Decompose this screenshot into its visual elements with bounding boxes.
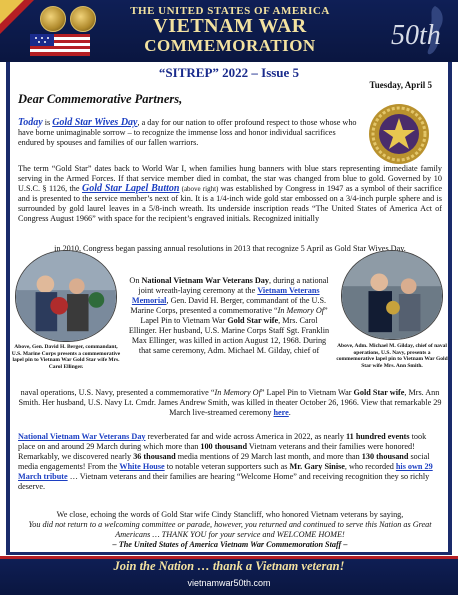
ceremony-paragraph-continued: naval operations, U.S. Navy, presented a commemorative “In Memory Of” Lapel Pin to Vietnam War Gold Star wife, Mrs. Ann Smith. Her husband, U.S. Navy Lt. Cmdr. James Andrew Smith, was killed in theater October 26, 1966. View that remarkable 29 March live-streamed ceremony here.	[18, 388, 442, 417]
header-country: THE UNITED STATES OF AMERICA	[130, 5, 330, 17]
fiftieth-emblem-icon	[385, 2, 455, 60]
closing-intro: We close, echoing the words of Gold Star wife Cindy Stancliff, who honored Vietnam veterans by saying,	[56, 510, 404, 519]
footer-website-link[interactable]: vietnamwar50th.com	[187, 578, 271, 588]
intro-paragraph: Today is Gold Star Wives Day, a day for our nation to offer profound respect to those whose who have borne unimaginable sorrow – to recognize the immense loss and honor individual sacrifices endured by spouses and families of our fallen warriors.	[18, 117, 357, 147]
vietnam-veterans-memorial-link[interactable]: Vietnam Veterans Memorial	[131, 286, 320, 305]
footer-slogan: Join the Nation … thank a Vietnam veteran!	[113, 559, 345, 573]
national-vietnam-war-veterans-day-link[interactable]: National Vietnam War Veterans Day	[18, 432, 146, 441]
today-lead: Today	[18, 117, 43, 128]
header-title: VIETNAM WAR	[153, 15, 307, 37]
issue-date: Tuesday, April 5	[369, 80, 432, 90]
berger-ellinger-photo	[15, 250, 117, 342]
left-photo-caption: Above, Gen. David H. Berger, commandant, U.S. Marine Corps presents a commemorative lapel pin to Vietnam War Gold Star wife Mrs. Carol Ellinger.	[11, 344, 121, 370]
newsletter-title: “SITREP” 2022 – Issue 5	[158, 65, 300, 80]
ceremony-video-link[interactable]: here	[273, 408, 289, 417]
veterans-day-results-paragraph: National Vietnam War Veterans Day reverberated far and wide across America in 2022, as nearly 11 hundred events took place on and around 29 March during which more than 100 thousand Vietnam veterans and their families were honored! Remarkably, we discovered nearly 36 thousand media mentions of 29 March last month, and more than 130 thousand social media engagements! From the White House to notable veteran supporters such as Mr. Gary Sinise, who recorded his own 29 March tribute … Vietnam veterans and their families are hearing “Welcome Home” and receiving recognition they so richly deserve.	[18, 432, 433, 491]
ceremony-paragraph: On National Vietnam War Veterans Day, during a national joint wreath-laying ceremony at the Vietnam Veterans Memorial, Gen. David H. Berger, commandant of the U.S. Marine Corps, presented a commemorative “In Memory Of” Lapel Pin to Vietnam War Gold Star wife, Mrs. Carol Ellinger. Her husband, U.S. Marine Corps Staff Sgt. Franklin Max Ellinger, was killed in action August 12, 1968. During that same ceremony, Adm. Michael M. Gilday, chief of	[128, 276, 330, 355]
greeting: Dear Commemorative Partners,	[18, 92, 183, 106]
american-flag-icon	[30, 34, 90, 56]
gold-star-wives-day-link[interactable]: Gold Star Wives Day	[52, 117, 138, 128]
commemoration-seal-icon	[70, 6, 96, 32]
closing-quote: You did not return to a welcoming committee or parade, however, you returned and continued to serve this Nation as Great Americans … THANK YOU for your service and WELCOME HOME!	[28, 520, 432, 539]
masthead-banner	[0, 0, 458, 62]
gold-star-lapel-button-link[interactable]: Gold Star Lapel Button	[81, 183, 180, 194]
gold-star-history-ending: in 2010, Congress began passing annual resolutions in 2013 that recognize 5 April as Gold Star Wives Day.	[54, 244, 406, 253]
gold-stripe	[0, 0, 24, 24]
closing-paragraph	[18, 510, 442, 550]
gold-star-lapel-button-image	[367, 102, 431, 166]
header-subtitle: COMMEMORATION	[144, 36, 316, 55]
gold-star-history-paragraph: The term “Gold Star” dates back to World War I, when families hung banners with blue stars representing immediate family serving in the Armed Forces. If that service member died in combat, the star was changed from blue to gold. Governed by 10 U.S.C. § 1126, the Gold Star Lapel Button (above right) was established by Congress in 1947 as a symbol of their sacrifice and is presented to the service member’s next of kin. It is a 1/4-inch wide gold star embossed on a 3/4-inch purple sphere and is surrounded by gold laurel leaves in a 5/8-inch wreath. Its underside inscription reads “The United States of America Act of Congress August 1966” with space for the recipient’s engraved initials. Recognized initially	[18, 164, 442, 223]
white-house-link[interactable]: White House	[119, 462, 165, 471]
gilday-smith-photo	[341, 250, 443, 340]
fiftieth-emblem-text: 50th	[391, 20, 441, 51]
closing-signature: – The United States of America Vietnam War Commemoration Staff –	[112, 540, 348, 549]
gary-sinise-tribute-link[interactable]: his own 29 March tribute	[18, 462, 433, 481]
defense-seal-icon	[40, 6, 66, 32]
right-photo-caption: Above, Adm. Michael M. Gilday, chief of naval operations, U.S. Navy, presents a commemorative lapel pin to Vietnam War Gold Star wife Mrs. Ann Smith.	[336, 343, 448, 369]
